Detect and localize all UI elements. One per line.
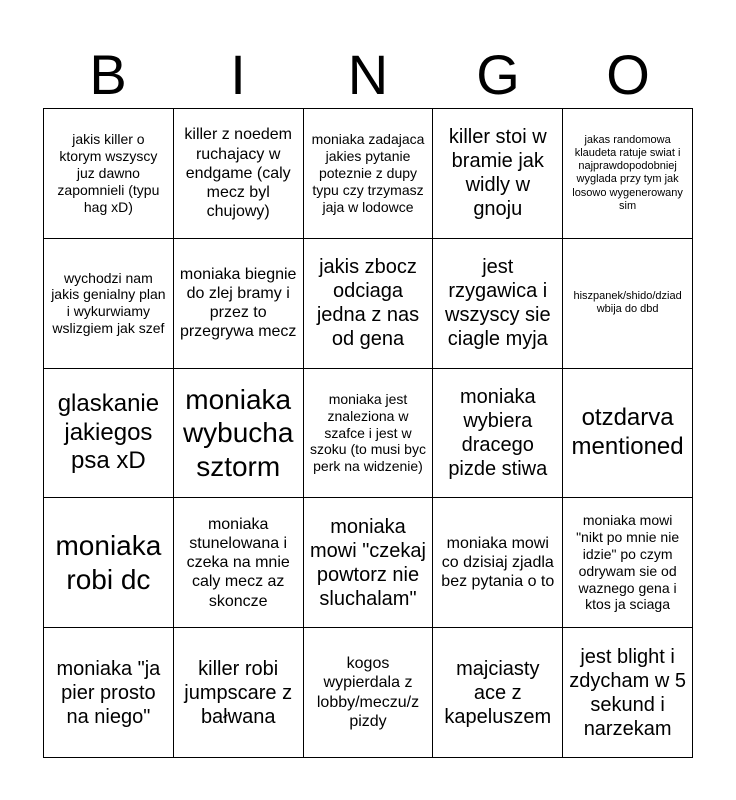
bingo-cell[interactable]	[304, 498, 434, 628]
header-letter-g: G	[476, 43, 520, 106]
bingo-cell[interactable]	[174, 369, 304, 499]
bingo-cell-text: otzdarva mentioned	[571, 404, 684, 460]
header-letter-o: O	[606, 43, 650, 106]
bingo-cell-text: moniaka robi dc	[55, 530, 162, 595]
bingo-cell-text: moniaka mowi "nikt po mnie nie idzie" po czym odrywam sie od waznego gena i ktos ja sciaga	[576, 512, 680, 613]
bingo-cell-text: glaskanie jakiegos psa xD	[57, 389, 160, 475]
bingo-cell-text: killer z noedem ruchajacy w endgame (caly mecz byl chujowy)	[184, 126, 292, 221]
bingo-cell[interactable]	[174, 628, 304, 758]
bingo-cell-text: killer robi jumpscare z bałwana	[184, 657, 293, 728]
bingo-cell[interactable]	[563, 628, 693, 758]
bingo-cell[interactable]	[563, 369, 693, 499]
bingo-cell-text: moniaka "ja pier prosto na niego"	[56, 657, 161, 728]
bingo-cell-text: moniaka wybucha sztorm	[182, 383, 294, 482]
bingo-cell-text: moniaka wybiera dracego pizde stiwa	[448, 385, 548, 480]
bingo-cell[interactable]	[563, 109, 693, 239]
bingo-cell[interactable]	[433, 628, 563, 758]
bingo-cell[interactable]	[563, 498, 693, 628]
bingo-cell[interactable]	[433, 239, 563, 369]
bingo-cell-text: moniaka stunelowana i czeka na mnie caly mecz az skonczе	[186, 515, 290, 610]
header-letter-n: N	[347, 43, 389, 106]
bingo-cell-text: moniaka mowi "czekaj powtorz nie sluchalam"	[309, 515, 426, 610]
bingo-cell[interactable]	[174, 109, 304, 239]
bingo-cell-text: kogos wypierdala z lobby/meczu/z pizdy	[316, 655, 420, 730]
bingo-cell[interactable]	[304, 628, 434, 758]
bingo-cell[interactable]	[174, 498, 304, 628]
header-letter-b: B	[89, 43, 127, 106]
bingo-cell-text: moniaka zadajaca jakies pytanie poteznie z dupy typu czy trzymasz jaja w lodowce	[311, 131, 425, 215]
bingo-cell[interactable]	[44, 628, 174, 758]
bingo-cell-text: hiszpanek/shido/dziad wbija do dbd	[573, 290, 682, 316]
bingo-header	[43, 44, 693, 106]
bingo-cell-text: jakis zbocz odciaga jedna z nas od gena	[316, 256, 420, 351]
bingo-cell[interactable]	[433, 369, 563, 499]
bingo-cell-text: jest rzygawica i wszyscy sie ciagle myja	[445, 256, 551, 351]
bingo-cell[interactable]	[44, 239, 174, 369]
bingo-cell[interactable]	[304, 109, 434, 239]
bingo-cell[interactable]	[44, 109, 174, 239]
bingo-cell[interactable]	[174, 239, 304, 369]
bingo-cell[interactable]	[563, 239, 693, 369]
bingo-cell-text: moniaka mowi co dzisiaj zjadla bez pytania o to	[441, 535, 555, 591]
bingo-grid	[43, 108, 693, 758]
header-letter-i: I	[230, 43, 246, 106]
bingo-cell[interactable]	[433, 109, 563, 239]
bingo-cell[interactable]	[44, 369, 174, 499]
bingo-cell-text: wychodzi nam jakis genialny plan i wykurwiamy wslizgiem jak szef	[51, 269, 166, 336]
bingo-cell-text: killer stoi w bramie jak widly w gnoju	[448, 126, 547, 221]
bingo-cell-text: jest blight i zdycham w 5 sekund i narzekam	[569, 645, 686, 740]
bingo-cell-text: jakis killer o ktorym wszyscy juz dawno zapomnieli (typu hag xD)	[57, 131, 160, 215]
bingo-cell[interactable]	[433, 498, 563, 628]
bingo-cell-text: jakas randomowa klaudeta ratuje swiat i najprawdopodobniej wyglada przy tym jak losowo wygenerowany sim	[572, 133, 683, 212]
bingo-cell-text: moniaka jest znaleziona w szafce i jest w szoku (to musi byc perk na widzenie)	[310, 391, 426, 475]
bingo-cell-text: moniaka biegnie do zlej bramy i przez to przegrywa mecz	[179, 265, 297, 341]
bingo-cell[interactable]	[304, 369, 434, 499]
bingo-cell-text: majciasty ace z kapeluszem	[444, 657, 552, 728]
bingo-cell[interactable]	[44, 498, 174, 628]
bingo-cell[interactable]	[304, 239, 434, 369]
